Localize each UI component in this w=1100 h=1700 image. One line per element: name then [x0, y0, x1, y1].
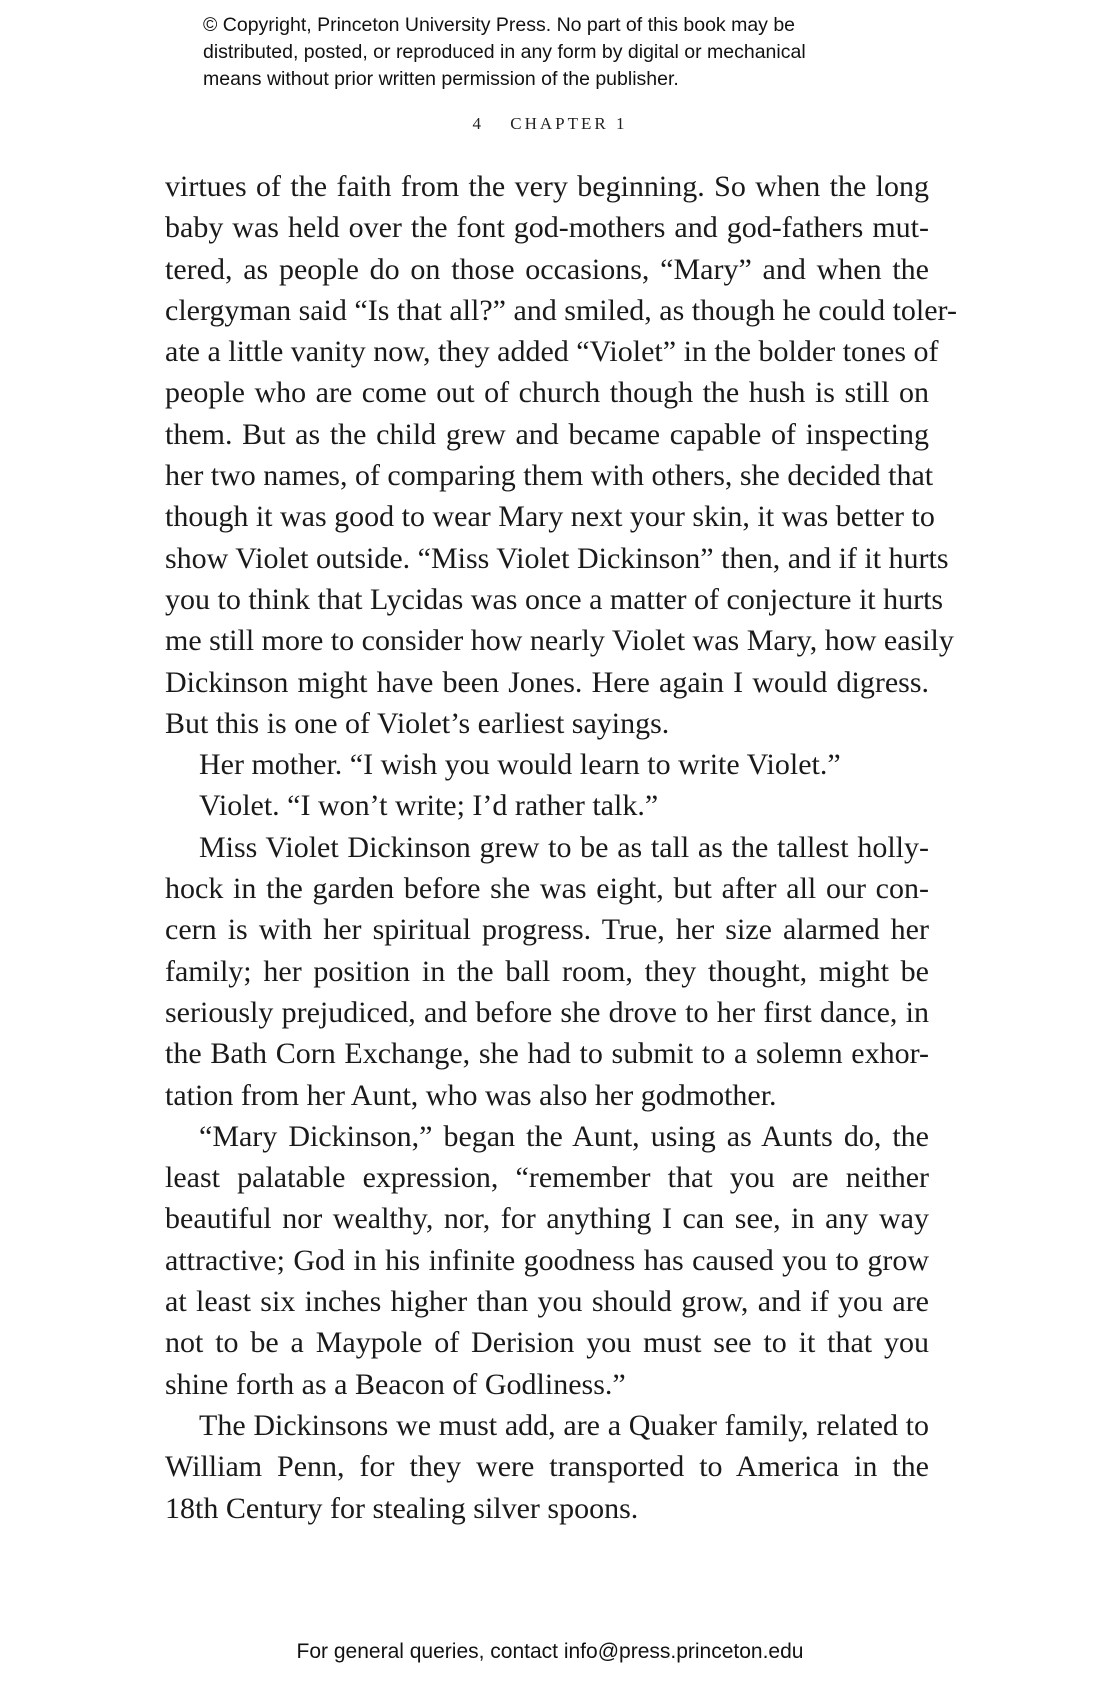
footer-contact: For general queries, contact info@press.princeton.edu: [296, 1640, 804, 1663]
text-line: though it was good to wear Mary next your skin, it was better to: [165, 500, 935, 534]
copyright-line: distributed, posted, or reproduced in any form by digital or mechanical: [203, 41, 806, 63]
copyright-line: © Copyright, Princeton University Press. No part of this book may be: [203, 14, 796, 36]
body-text: [165, 166, 957, 1529]
text-line: them. But as the child grew and became capable of inspecting: [165, 417, 929, 451]
text-line: attractive; God in his infinite goodness has caused you to grow: [165, 1243, 929, 1277]
text-line: shine forth as a Beacon of Godliness.”: [165, 1367, 626, 1401]
text-line: 18th Century for stealing silver spoons.: [165, 1491, 639, 1525]
text-line: the Bath Corn Exchange, she had to submit to a solemn exhor-: [165, 1037, 929, 1071]
text-line: baby was held over the font god-mothers and god-fathers mut-: [165, 211, 929, 245]
text-line: virtues of the faith from the very beginning. So when the long: [165, 170, 929, 203]
copyright-notice: [203, 12, 923, 93]
text-line: Miss Violet Dickinson grew to be as tall as the tallest holly-: [199, 830, 929, 864]
text-line: beautiful nor wealthy, nor, for anything I can see, in any way: [165, 1202, 929, 1236]
text-line: Her mother. “I wish you would learn to write Violet.”: [199, 748, 841, 782]
text-line: me still more to consider how nearly Violet was Mary, how easily: [165, 624, 954, 658]
text-line: least palatable expression, “remember that you are neither: [165, 1161, 929, 1195]
text-line: cern is with her spiritual progress. True, her size alarmed her: [165, 913, 929, 947]
text-line: tation from her Aunt, who was also her godmother.: [165, 1078, 777, 1112]
text-line: hock in the garden before she was eight, but after all our con-: [165, 872, 929, 906]
running-head: [0, 114, 1100, 134]
page-number: 4: [472, 114, 482, 133]
text-line: people who are come out of church though the hush is still on: [165, 376, 929, 410]
text-line: Dickinson might have been Jones. Here again I would digress.: [165, 665, 929, 699]
text-line: But this is one of Violet’s earliest sayings.: [165, 706, 670, 740]
text-line: family; her position in the ball room, they thought, might be: [165, 954, 929, 988]
text-line: ate a little vanity now, they added “Violet” in the bolder tones of: [165, 335, 939, 369]
chapter-label: CHAPTER 1: [510, 114, 628, 133]
text-line: tered, as people do on those occasions, “Mary” and when the: [165, 252, 929, 286]
text-line: Violet. “I won’t write; I’d rather talk.”: [199, 789, 659, 823]
text-line: her two names, of comparing them with others, she decided that: [165, 459, 934, 493]
text-line: seriously prejudiced, and before she drove to her first dance, in: [165, 995, 929, 1029]
text-line: clergyman said “Is that all?” and smiled, as though he could toler-: [165, 293, 957, 327]
copyright-line: means without prior written permission of the publisher.: [203, 68, 679, 90]
text-line: show Violet outside. “Miss Violet Dickinson” then, and if it hurts: [165, 541, 949, 575]
text-line: William Penn, for they were transported to America in the: [165, 1450, 929, 1484]
text-line: “Mary Dickinson,” began the Aunt, using as Aunts do, the: [199, 1119, 929, 1153]
text-line: The Dickinsons we must add, are a Quaker family, related to: [199, 1408, 929, 1442]
text-line: you to think that Lycidas was once a matter of conjecture it hurts: [165, 582, 944, 616]
text-line: at least six inches higher than you should grow, and if you are: [165, 1285, 929, 1319]
text-line: not to be a Maypole of Derision you must see to it that you: [165, 1326, 929, 1360]
